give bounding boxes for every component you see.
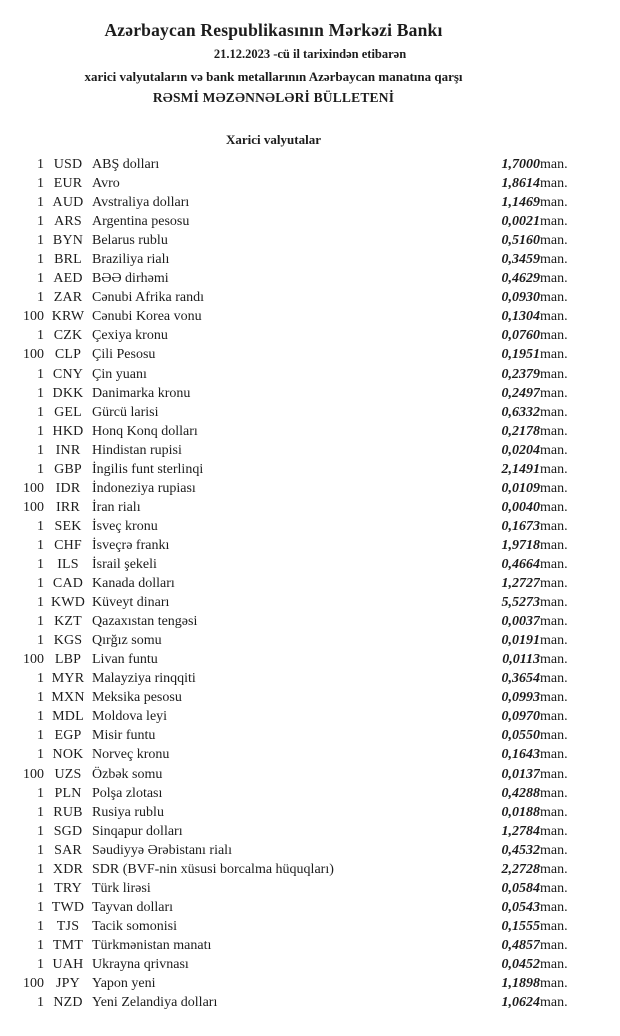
row-unit-label: man. xyxy=(540,956,568,972)
rate-row xyxy=(0,384,620,403)
row-unit-label: man. xyxy=(540,518,568,534)
row-rate: 5,5273 xyxy=(501,595,540,611)
row-rate: 0,1555 xyxy=(501,918,540,934)
row-rate: 0,2497 xyxy=(501,385,540,401)
section-title: Xarici valyutalar xyxy=(226,132,321,147)
row-currency-name: Qırğız somu xyxy=(92,633,162,649)
row-quantity: 100 xyxy=(23,652,44,668)
row-currency-name: Ukrayna qrivnası xyxy=(92,956,189,972)
row-quantity: 1 xyxy=(37,956,44,972)
row-unit-label: man. xyxy=(540,995,568,1011)
row-currency-code: KZT xyxy=(54,614,82,630)
row-quantity: 1 xyxy=(37,537,44,553)
row-currency-code: IRR xyxy=(56,499,80,515)
row-currency-name: İsveçrə frankı xyxy=(92,537,170,553)
row-quantity: 1 xyxy=(37,880,44,896)
rate-row xyxy=(0,803,620,822)
row-unit-label: man. xyxy=(540,366,568,382)
row-rate: 2,2728 xyxy=(501,861,540,877)
rates-table xyxy=(0,155,620,1012)
row-quantity: 1 xyxy=(37,576,44,592)
row-quantity: 1 xyxy=(37,804,44,820)
rate-row xyxy=(0,593,620,612)
rate-row xyxy=(0,326,620,345)
row-unit-label: man. xyxy=(540,976,568,992)
row-currency-name: Türk lirəsi xyxy=(92,880,151,896)
row-unit-label: man. xyxy=(540,290,568,306)
row-currency-code: KGS xyxy=(53,633,83,649)
row-quantity: 1 xyxy=(37,328,44,344)
row-currency-code: ILS xyxy=(57,556,79,572)
row-rate: 0,0037 xyxy=(501,614,540,630)
row-rate: 0,3654 xyxy=(501,671,540,687)
row-currency-code: ZAR xyxy=(53,290,83,306)
row-currency-code: ARS xyxy=(54,214,82,230)
rate-row xyxy=(0,212,620,231)
row-unit-label: man. xyxy=(540,385,568,401)
row-currency-name: Avstraliya dolları xyxy=(92,195,190,211)
row-unit-label: man. xyxy=(540,556,568,572)
row-quantity: 1 xyxy=(37,290,44,306)
rate-row xyxy=(0,612,620,631)
rate-row xyxy=(0,422,620,441)
row-unit-label: man. xyxy=(540,309,568,325)
row-currency-name: Avro xyxy=(92,176,120,192)
effective-date-line: 21.12.2023 -cü il tarixindən etibarən xyxy=(213,47,407,61)
row-unit-label: man. xyxy=(540,671,568,687)
row-currency-name: Rusiya rublu xyxy=(92,804,164,820)
row-currency-code: KRW xyxy=(51,309,85,325)
row-currency-code: XDR xyxy=(52,861,84,877)
row-rate: 0,1951 xyxy=(501,347,540,363)
row-unit-label: man. xyxy=(540,176,568,192)
rate-row xyxy=(0,765,620,784)
row-currency-code: GBP xyxy=(54,461,82,477)
rate-row xyxy=(0,574,620,593)
row-currency-code: CNY xyxy=(52,366,84,382)
row-rate: 0,4288 xyxy=(501,785,540,801)
row-unit-label: man. xyxy=(540,709,568,725)
subject-line: xarici valyutaların və bank metallarının Azərbaycan manatına qarşı xyxy=(84,69,463,84)
row-unit-label: man. xyxy=(540,537,568,553)
row-rate: 0,2379 xyxy=(501,366,540,382)
row-currency-name: Çin yuanı xyxy=(92,366,147,382)
row-currency-code: PLN xyxy=(54,785,82,801)
row-unit-label: man. xyxy=(540,442,568,458)
row-currency-name: Belarus rublu xyxy=(92,233,168,249)
row-currency-code: RUB xyxy=(53,804,83,820)
row-currency-code: BYN xyxy=(52,233,84,249)
row-currency-name: Polşa zlotası xyxy=(92,785,163,801)
row-unit-label: man. xyxy=(540,614,568,630)
row-quantity: 1 xyxy=(37,157,44,172)
row-unit-label: man. xyxy=(540,461,568,477)
row-quantity: 1 xyxy=(37,271,44,287)
rate-row xyxy=(0,536,620,555)
row-quantity: 100 xyxy=(23,976,44,992)
row-rate: 1,1469 xyxy=(501,195,540,211)
row-unit-label: man. xyxy=(540,157,568,172)
rate-row xyxy=(0,841,620,860)
rate-row xyxy=(0,307,620,326)
row-quantity: 1 xyxy=(37,899,44,915)
row-quantity: 1 xyxy=(37,176,44,192)
row-quantity: 1 xyxy=(37,195,44,211)
row-rate: 0,0137 xyxy=(501,766,540,782)
row-currency-code: SGD xyxy=(53,823,83,839)
row-quantity: 1 xyxy=(37,785,44,801)
row-quantity: 100 xyxy=(23,480,44,496)
row-currency-code: NZD xyxy=(53,995,83,1011)
row-quantity: 1 xyxy=(37,747,44,763)
rate-row xyxy=(0,955,620,974)
row-rate: 0,0543 xyxy=(501,899,540,915)
row-unit-label: man. xyxy=(540,728,568,744)
row-currency-name: İndoneziya rupiası xyxy=(92,480,196,496)
row-currency-code: USD xyxy=(53,157,83,172)
row-rate: 0,4857 xyxy=(501,937,540,953)
row-quantity: 100 xyxy=(23,766,44,782)
row-currency-code: MXN xyxy=(51,690,85,706)
rate-row xyxy=(0,745,620,764)
row-quantity: 1 xyxy=(37,442,44,458)
row-currency-code: TRY xyxy=(54,880,82,896)
row-rate: 1,1898 xyxy=(501,976,540,992)
row-rate: 0,0109 xyxy=(501,480,540,496)
row-currency-code: KWD xyxy=(50,595,86,611)
row-unit-label: man. xyxy=(540,233,568,249)
row-currency-code: AED xyxy=(53,271,83,287)
row-quantity: 1 xyxy=(37,233,44,249)
rate-row xyxy=(0,155,620,174)
rates-table-body xyxy=(0,155,620,1012)
row-currency-code: MDL xyxy=(52,709,84,725)
rate-row xyxy=(0,726,620,745)
row-quantity: 1 xyxy=(37,823,44,839)
row-rate: 0,3459 xyxy=(501,252,540,268)
row-quantity: 1 xyxy=(37,842,44,858)
row-unit-label: man. xyxy=(540,861,568,877)
row-currency-code: EGP xyxy=(54,728,82,744)
row-unit-label: man. xyxy=(540,595,568,611)
row-currency-name: Çexiya kronu xyxy=(92,328,168,344)
rate-row xyxy=(0,460,620,479)
row-unit-label: man. xyxy=(540,880,568,896)
row-currency-code: UAH xyxy=(52,956,84,972)
rate-row xyxy=(0,784,620,803)
row-unit-label: man. xyxy=(540,271,568,287)
row-rate: 0,0188 xyxy=(501,804,540,820)
row-currency-name: Tacik somonisi xyxy=(92,918,177,934)
row-rate: 0,1643 xyxy=(501,747,540,763)
row-currency-name: Malayziya rinqqiti xyxy=(92,671,196,687)
rate-row xyxy=(0,688,620,707)
row-quantity: 100 xyxy=(23,347,44,363)
row-currency-code: SAR xyxy=(54,842,82,858)
row-rate: 0,6332 xyxy=(501,404,540,420)
rate-row xyxy=(0,707,620,726)
row-currency-code: UZS xyxy=(54,766,82,782)
row-quantity: 1 xyxy=(37,404,44,420)
row-currency-code: JPY xyxy=(56,976,80,992)
rate-row xyxy=(0,917,620,936)
row-rate: 0,0550 xyxy=(501,728,540,744)
row-currency-name: Argentina pesosu xyxy=(92,214,190,230)
row-unit-label: man. xyxy=(540,423,568,439)
rate-row xyxy=(0,193,620,212)
row-quantity: 1 xyxy=(37,937,44,953)
row-rate: 0,0204 xyxy=(501,442,540,458)
row-rate: 0,4532 xyxy=(501,842,540,858)
rate-row xyxy=(0,403,620,422)
row-currency-code: CZK xyxy=(53,328,83,344)
row-rate: 1,2727 xyxy=(501,576,540,592)
rate-row xyxy=(0,365,620,384)
row-rate: 0,4664 xyxy=(501,556,540,572)
row-quantity: 1 xyxy=(37,633,44,649)
row-unit-label: man. xyxy=(540,480,568,496)
rate-row xyxy=(0,441,620,460)
row-quantity: 1 xyxy=(37,518,44,534)
row-currency-name: Moldova leyi xyxy=(92,709,168,725)
row-currency-name: ABŞ dolları xyxy=(92,157,160,172)
row-currency-name: SDR (BVF-nin xüsusi borcalma hüquqları) xyxy=(92,861,334,877)
rate-row xyxy=(0,250,620,269)
row-quantity: 1 xyxy=(37,461,44,477)
rate-row xyxy=(0,517,620,536)
row-quantity: 100 xyxy=(23,499,44,515)
row-quantity: 1 xyxy=(37,861,44,877)
row-rate: 1,2784 xyxy=(501,823,540,839)
row-quantity: 1 xyxy=(37,995,44,1011)
row-currency-code: TMT xyxy=(52,937,84,953)
row-quantity: 1 xyxy=(37,366,44,382)
row-currency-name: Yeni Zelandiya dolları xyxy=(92,995,218,1011)
row-currency-name: Çili Pesosu xyxy=(92,347,156,363)
row-quantity: 1 xyxy=(37,614,44,630)
rate-row xyxy=(0,345,620,364)
row-unit-label: man. xyxy=(540,633,568,649)
row-unit-label: man. xyxy=(540,214,568,230)
row-currency-name: Sinqapur dolları xyxy=(92,823,183,839)
rate-row xyxy=(0,498,620,517)
row-unit-label: man. xyxy=(540,899,568,915)
row-rate: 0,2178 xyxy=(501,423,540,439)
row-unit-label: man. xyxy=(540,499,568,515)
rate-row xyxy=(0,879,620,898)
row-quantity: 1 xyxy=(37,423,44,439)
row-currency-name: İsveç kronu xyxy=(92,518,158,534)
row-currency-name: Qazaxıstan tengəsi xyxy=(92,614,198,630)
row-unit-label: man. xyxy=(540,195,568,211)
rate-row xyxy=(0,993,620,1012)
rate-row xyxy=(0,174,620,193)
row-unit-label: man. xyxy=(540,690,568,706)
row-rate: 1,0624 xyxy=(501,995,540,1011)
row-currency-code: SEK xyxy=(54,518,82,534)
rate-row xyxy=(0,669,620,688)
row-quantity: 1 xyxy=(37,214,44,230)
bulletin-title: RƏSMİ MƏZƏNNƏLƏRİ BÜLLETENİ xyxy=(152,90,395,105)
row-currency-name: Honq Konq dolları xyxy=(92,423,198,439)
row-rate: 1,7000 xyxy=(501,157,540,172)
row-rate: 1,8614 xyxy=(501,176,540,192)
rate-row xyxy=(0,269,620,288)
row-currency-code: DKK xyxy=(52,385,84,401)
row-unit-label: man. xyxy=(540,918,568,934)
page-title: Azərbaycan Respublikasının Mərkəzi Bankı xyxy=(104,20,443,40)
rate-row xyxy=(0,288,620,307)
row-quantity: 1 xyxy=(37,385,44,401)
row-currency-code: CLP xyxy=(54,347,82,363)
row-unit-label: man. xyxy=(540,804,568,820)
row-currency-name: Braziliya rialı xyxy=(92,252,170,268)
row-quantity: 1 xyxy=(37,595,44,611)
row-currency-code: GEL xyxy=(54,404,82,420)
row-currency-name: Meksika pesosu xyxy=(92,690,182,706)
rate-row xyxy=(0,231,620,250)
row-currency-name: Yapon yeni xyxy=(92,976,156,992)
row-currency-code: CAD xyxy=(52,576,84,592)
row-rate: 0,4629 xyxy=(501,271,540,287)
row-unit-label: man. xyxy=(540,652,568,668)
row-currency-name: Tayvan dolları xyxy=(92,899,174,915)
row-rate: 0,0113 xyxy=(502,652,540,668)
row-rate: 0,5160 xyxy=(501,233,540,249)
row-quantity: 1 xyxy=(37,671,44,687)
row-currency-name: Danimarka kronu xyxy=(92,385,191,401)
row-currency-code: BRL xyxy=(54,252,82,268)
row-currency-name: Səudiyyə Ərəbistanı rialı xyxy=(92,842,232,858)
rate-row xyxy=(0,479,620,498)
row-currency-name: Küveyt dinarı xyxy=(92,595,170,611)
row-currency-code: TJS xyxy=(56,918,80,934)
row-unit-label: man. xyxy=(540,785,568,801)
row-currency-code: EUR xyxy=(53,176,83,192)
row-currency-name: Özbək somu xyxy=(92,766,163,782)
row-unit-label: man. xyxy=(540,328,568,344)
row-rate: 0,1304 xyxy=(501,309,540,325)
row-rate: 2,1491 xyxy=(501,461,540,477)
rate-row xyxy=(0,555,620,574)
row-rate: 0,0191 xyxy=(501,633,540,649)
rate-row xyxy=(0,974,620,993)
rate-row xyxy=(0,898,620,917)
rate-row xyxy=(0,631,620,650)
row-currency-name: Cənubi Korea vonu xyxy=(92,309,202,325)
row-currency-code: CHF xyxy=(54,537,82,553)
rate-row xyxy=(0,860,620,879)
row-currency-name: İsrail şekeli xyxy=(92,556,157,572)
row-currency-name: İngilis funt sterlinqi xyxy=(92,461,204,477)
row-currency-name: Hindistan rupisi xyxy=(92,442,182,458)
row-quantity: 1 xyxy=(37,252,44,268)
row-rate: 0,0930 xyxy=(501,290,540,306)
row-currency-name: BƏƏ dirhəmi xyxy=(92,271,169,287)
row-currency-code: IDR xyxy=(55,480,81,496)
row-unit-label: man. xyxy=(540,252,568,268)
row-rate: 1,9718 xyxy=(501,537,540,553)
rate-row xyxy=(0,822,620,841)
row-currency-code: NOK xyxy=(52,747,84,763)
row-rate: 0,0452 xyxy=(501,956,540,972)
row-currency-code: AUD xyxy=(52,195,84,211)
row-rate: 0,0584 xyxy=(501,880,540,896)
row-currency-name: Misir funtu xyxy=(92,728,156,744)
row-unit-label: man. xyxy=(540,937,568,953)
row-currency-code: MYR xyxy=(51,671,85,687)
row-unit-label: man. xyxy=(540,747,568,763)
row-unit-label: man. xyxy=(540,842,568,858)
row-currency-code: LBP xyxy=(54,652,82,668)
row-currency-name: Livan funtu xyxy=(92,652,158,668)
row-currency-name: Türkmənistan manatı xyxy=(92,937,212,953)
row-currency-name: Cənubi Afrika randı xyxy=(92,290,204,306)
row-currency-code: INR xyxy=(55,442,81,458)
row-quantity: 1 xyxy=(37,918,44,934)
row-rate: 0,0993 xyxy=(501,690,540,706)
row-rate: 0,1673 xyxy=(501,518,540,534)
row-unit-label: man. xyxy=(540,823,568,839)
row-currency-name: İran rialı xyxy=(92,499,141,515)
row-quantity: 1 xyxy=(37,556,44,572)
row-unit-label: man. xyxy=(540,404,568,420)
row-unit-label: man. xyxy=(540,766,568,782)
row-rate: 0,0021 xyxy=(501,214,540,230)
rate-row xyxy=(0,936,620,955)
row-quantity: 1 xyxy=(37,728,44,744)
row-unit-label: man. xyxy=(540,347,568,363)
row-currency-name: Kanada dolları xyxy=(92,576,175,592)
row-rate: 0,0040 xyxy=(501,499,540,515)
row-currency-name: Norveç kronu xyxy=(92,747,170,763)
row-rate: 0,0970 xyxy=(501,709,540,725)
row-currency-code: HKD xyxy=(52,423,84,439)
row-currency-code: TWD xyxy=(51,899,85,915)
rate-row xyxy=(0,650,620,669)
row-quantity: 1 xyxy=(37,709,44,725)
row-unit-label: man. xyxy=(540,576,568,592)
row-currency-name: Gürcü larisi xyxy=(92,404,159,420)
row-quantity: 1 xyxy=(37,690,44,706)
row-rate: 0,0760 xyxy=(501,328,540,344)
row-quantity: 100 xyxy=(23,309,44,325)
